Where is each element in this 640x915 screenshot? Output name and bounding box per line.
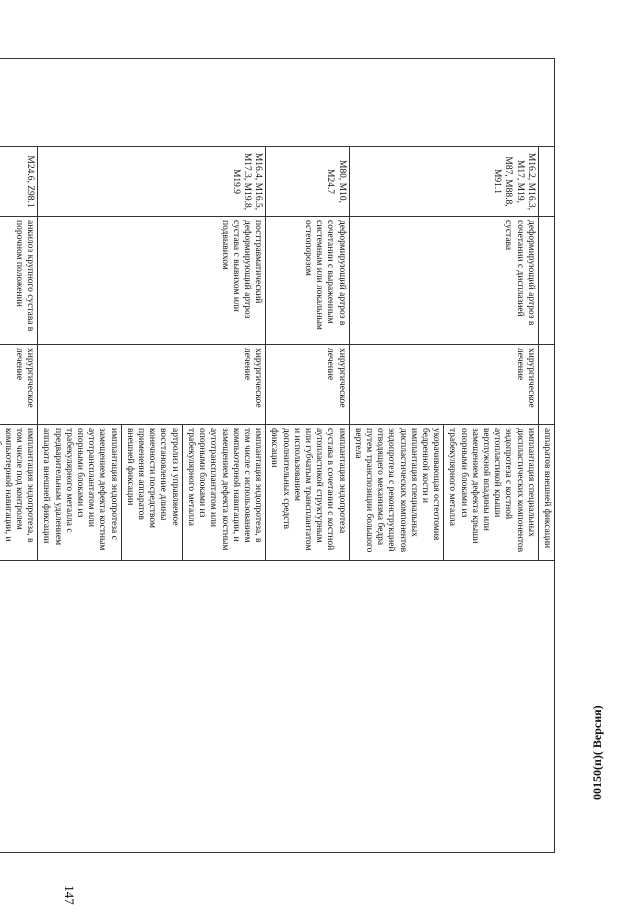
cell-empty	[538, 345, 554, 425]
cell-codes: M16.2, M16.3, M17, M19, M87, M88.8, M91.1	[349, 147, 538, 217]
cell-empty	[538, 217, 554, 345]
cell-empty	[538, 147, 554, 217]
cell-treatment-type: хирургическое лечение	[349, 345, 538, 425]
cell-treatment-type: хирургическое лечение	[38, 345, 266, 425]
cell-codes: M24.6, Z98.1	[0, 147, 38, 217]
page-number: 147	[62, 885, 77, 905]
cell-method: артролиз и управляемое восстановление длины конечности посредством применения аппаратов внешней фиксации	[121, 425, 182, 561]
cell-treatment-type: хирургическое лечение	[0, 345, 38, 425]
treatment-table	[0, 58, 555, 853]
cell-method-header: аппаратов внешней фиксации	[538, 425, 554, 561]
cell-treatment-type: хирургическое лечение	[266, 345, 349, 425]
rotated-table-wrapper	[2, 58, 555, 852]
cell-condition: анкилоз крупного сустава в порочном положении	[0, 217, 38, 345]
cell-method: имплантация эндопротеза сустава в сочетании с костной аутопластикой структурным или губчатым трансплантатом и использованием дополнительных средств фиксации	[266, 425, 349, 561]
cell-condition: деформирующий артроз в сочетании с дисплазией сустава	[349, 217, 538, 345]
table-row	[538, 59, 554, 853]
cell-codes: M16.4, M16.5, M17.3, M19.8, M19.9	[38, 147, 266, 217]
cell-method: имплантация эндопротеза с замещением дефекта костным аутотрансплантатом или опорными блоками из трабекулярного металла с предварительным удалением аппарата внешней фиксации	[38, 425, 121, 561]
cell-condition: посттравматический деформирующий артроз сустава с вывихом или подвывихом	[38, 217, 266, 345]
cell-method: имплантация эндопротеза, в том числе под контролем компьютерной навигации, и	[0, 425, 38, 561]
blank-column-left	[0, 59, 555, 147]
footer-version-stamp: 00150(п)( Версия)	[590, 705, 604, 800]
cell-method: укорачивающая остеотомия бедренной кости и имплантация специальных диспластических компонентов эндопротеза с реконструкцией отводящего механизма бедра путем транспозиции большого вертела	[349, 425, 444, 561]
cell-condition: деформирующий артроз в сочетании с выраженным системным или локальным остеопорозом	[266, 217, 349, 345]
cell-method: имплантация эндопротеза, в том числе с использованием компьютерной навигации, и замещением дефекта костным аутотрансплантатом или опорными блоками из трабекулярного металла	[182, 425, 265, 561]
cell-method: имплантация специальных диспластических компонентов эндопротеза с костной аутопластикой крыши вертлужной впадины или замещением дефекта крыши опорными блоками из трабекулярного металла	[444, 425, 539, 561]
blank-column-right	[0, 561, 555, 853]
table-sheet	[2, 58, 555, 852]
cell-codes: M80, M10, M24.7	[266, 147, 349, 217]
